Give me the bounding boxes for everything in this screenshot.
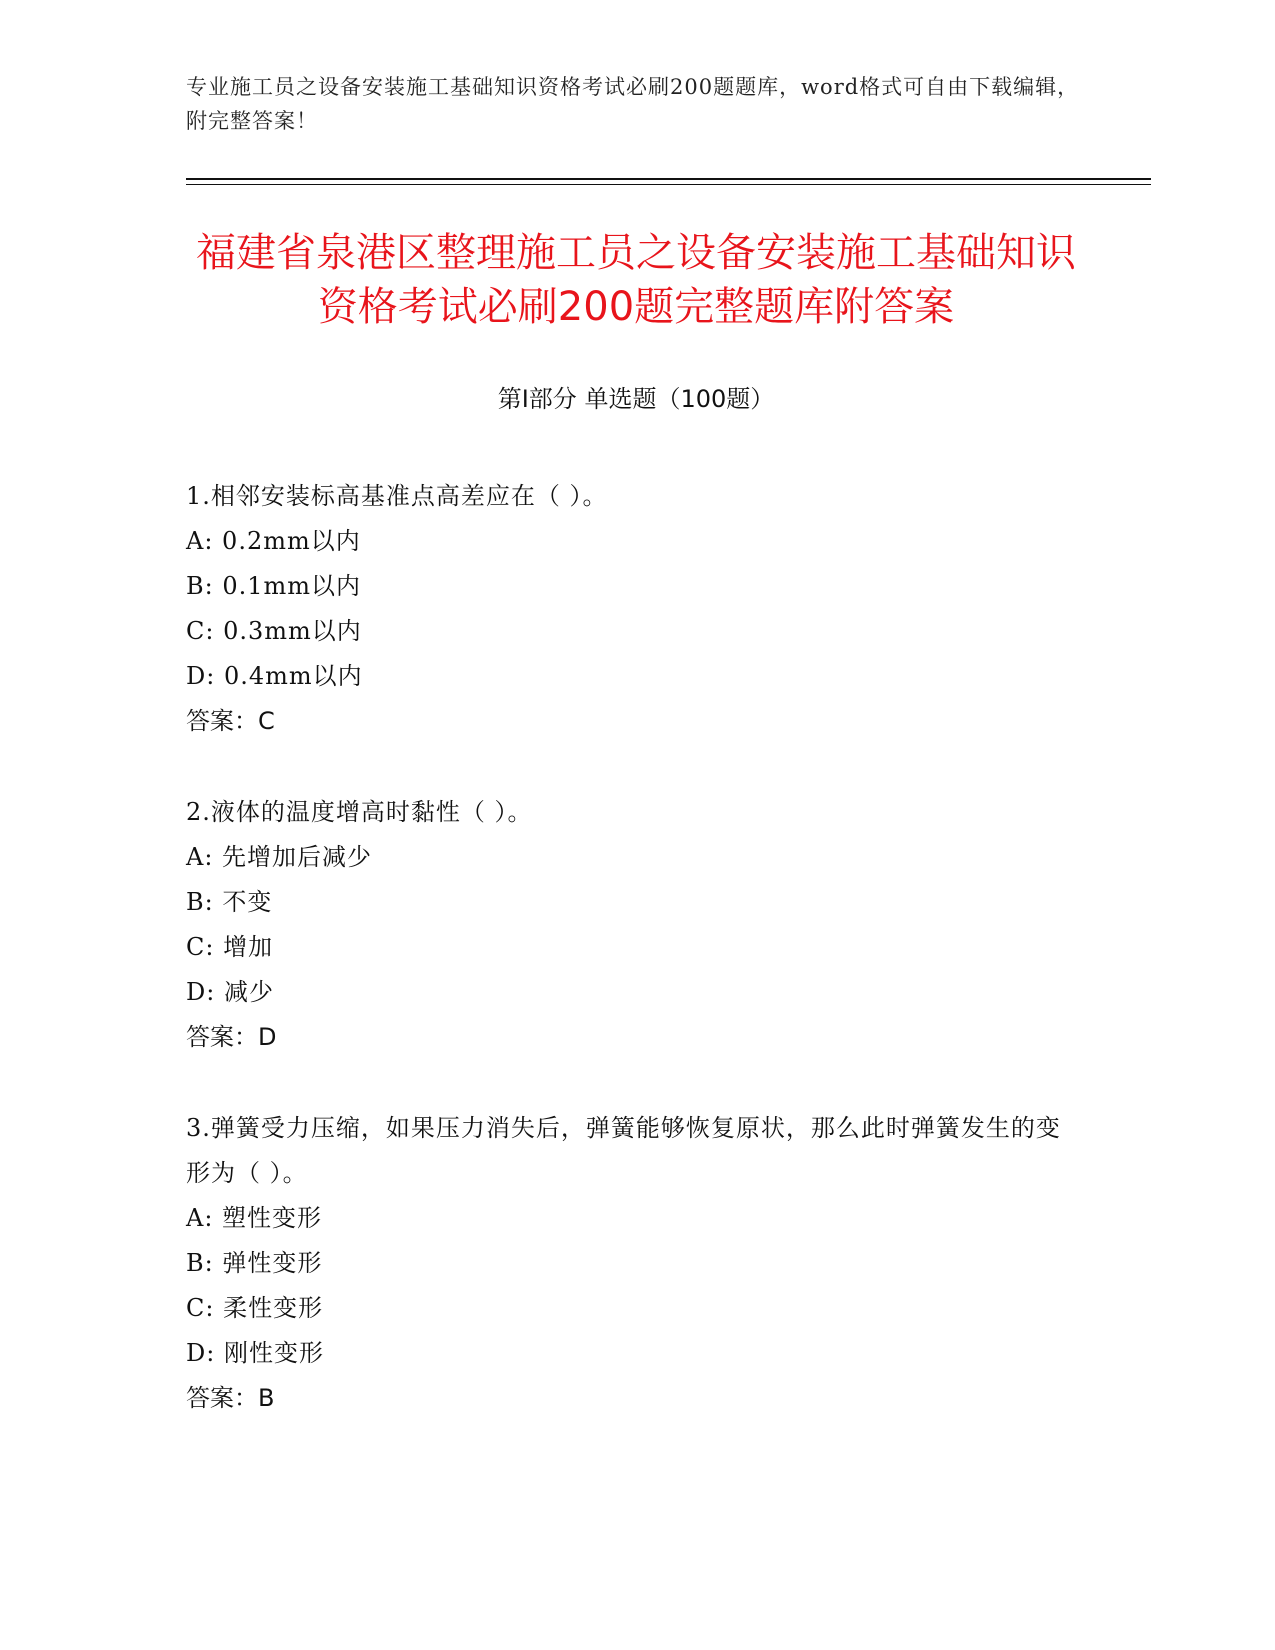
option-b: B: 弹性变形 <box>186 1249 323 1277</box>
option-d: D: 减少 <box>186 978 274 1006</box>
question-stem: 1.相邻安装标高基准点高差应在（ ）。 <box>186 482 608 510</box>
question-stem: 2.液体的温度增高时黏性（ ）。 <box>186 798 533 826</box>
header-divider <box>186 178 1151 180</box>
option-d: D: 0.4mm以内 <box>186 662 363 690</box>
option-c: C: 增加 <box>186 933 274 961</box>
option-c: C: 0.3mm以内 <box>186 617 362 645</box>
question-1 <box>186 474 1066 744</box>
option-a: A: 先增加后减少 <box>186 843 373 871</box>
question-3 <box>186 1106 1066 1421</box>
option-d: D: 刚性变形 <box>186 1339 324 1367</box>
option-a: A: 塑性变形 <box>186 1204 323 1232</box>
question-2 <box>186 790 1066 1060</box>
document-title: 福建省泉港区整理施工员之设备安装施工基础知识资格考试必刷200题完整题库附答案 <box>196 230 1076 330</box>
question-stem: 3.弹簧受力压缩，如果压力消失后，弹簧能够恢复原状，那么此时弹簧发生的变形为（ ）。 <box>186 1114 1061 1187</box>
option-c: C: 柔性变形 <box>186 1294 324 1322</box>
header-divider-thin <box>186 184 1151 185</box>
option-a: A: 0.2mm以内 <box>186 527 361 555</box>
answer: 答案：C <box>186 707 275 735</box>
section-heading: 第Ⅰ部分 单选题（100题） <box>497 385 775 413</box>
option-b: B: 不变 <box>186 888 273 916</box>
header-note: 专业施工员之设备安装施工基础知识资格考试必刷200题题库，word格式可自由下载编辑，附完整答案！ <box>186 75 1080 133</box>
answer: 答案：B <box>186 1384 275 1412</box>
question-list <box>186 474 1066 1467</box>
option-b: B: 0.1mm以内 <box>186 572 362 600</box>
answer: 答案：D <box>186 1023 277 1051</box>
